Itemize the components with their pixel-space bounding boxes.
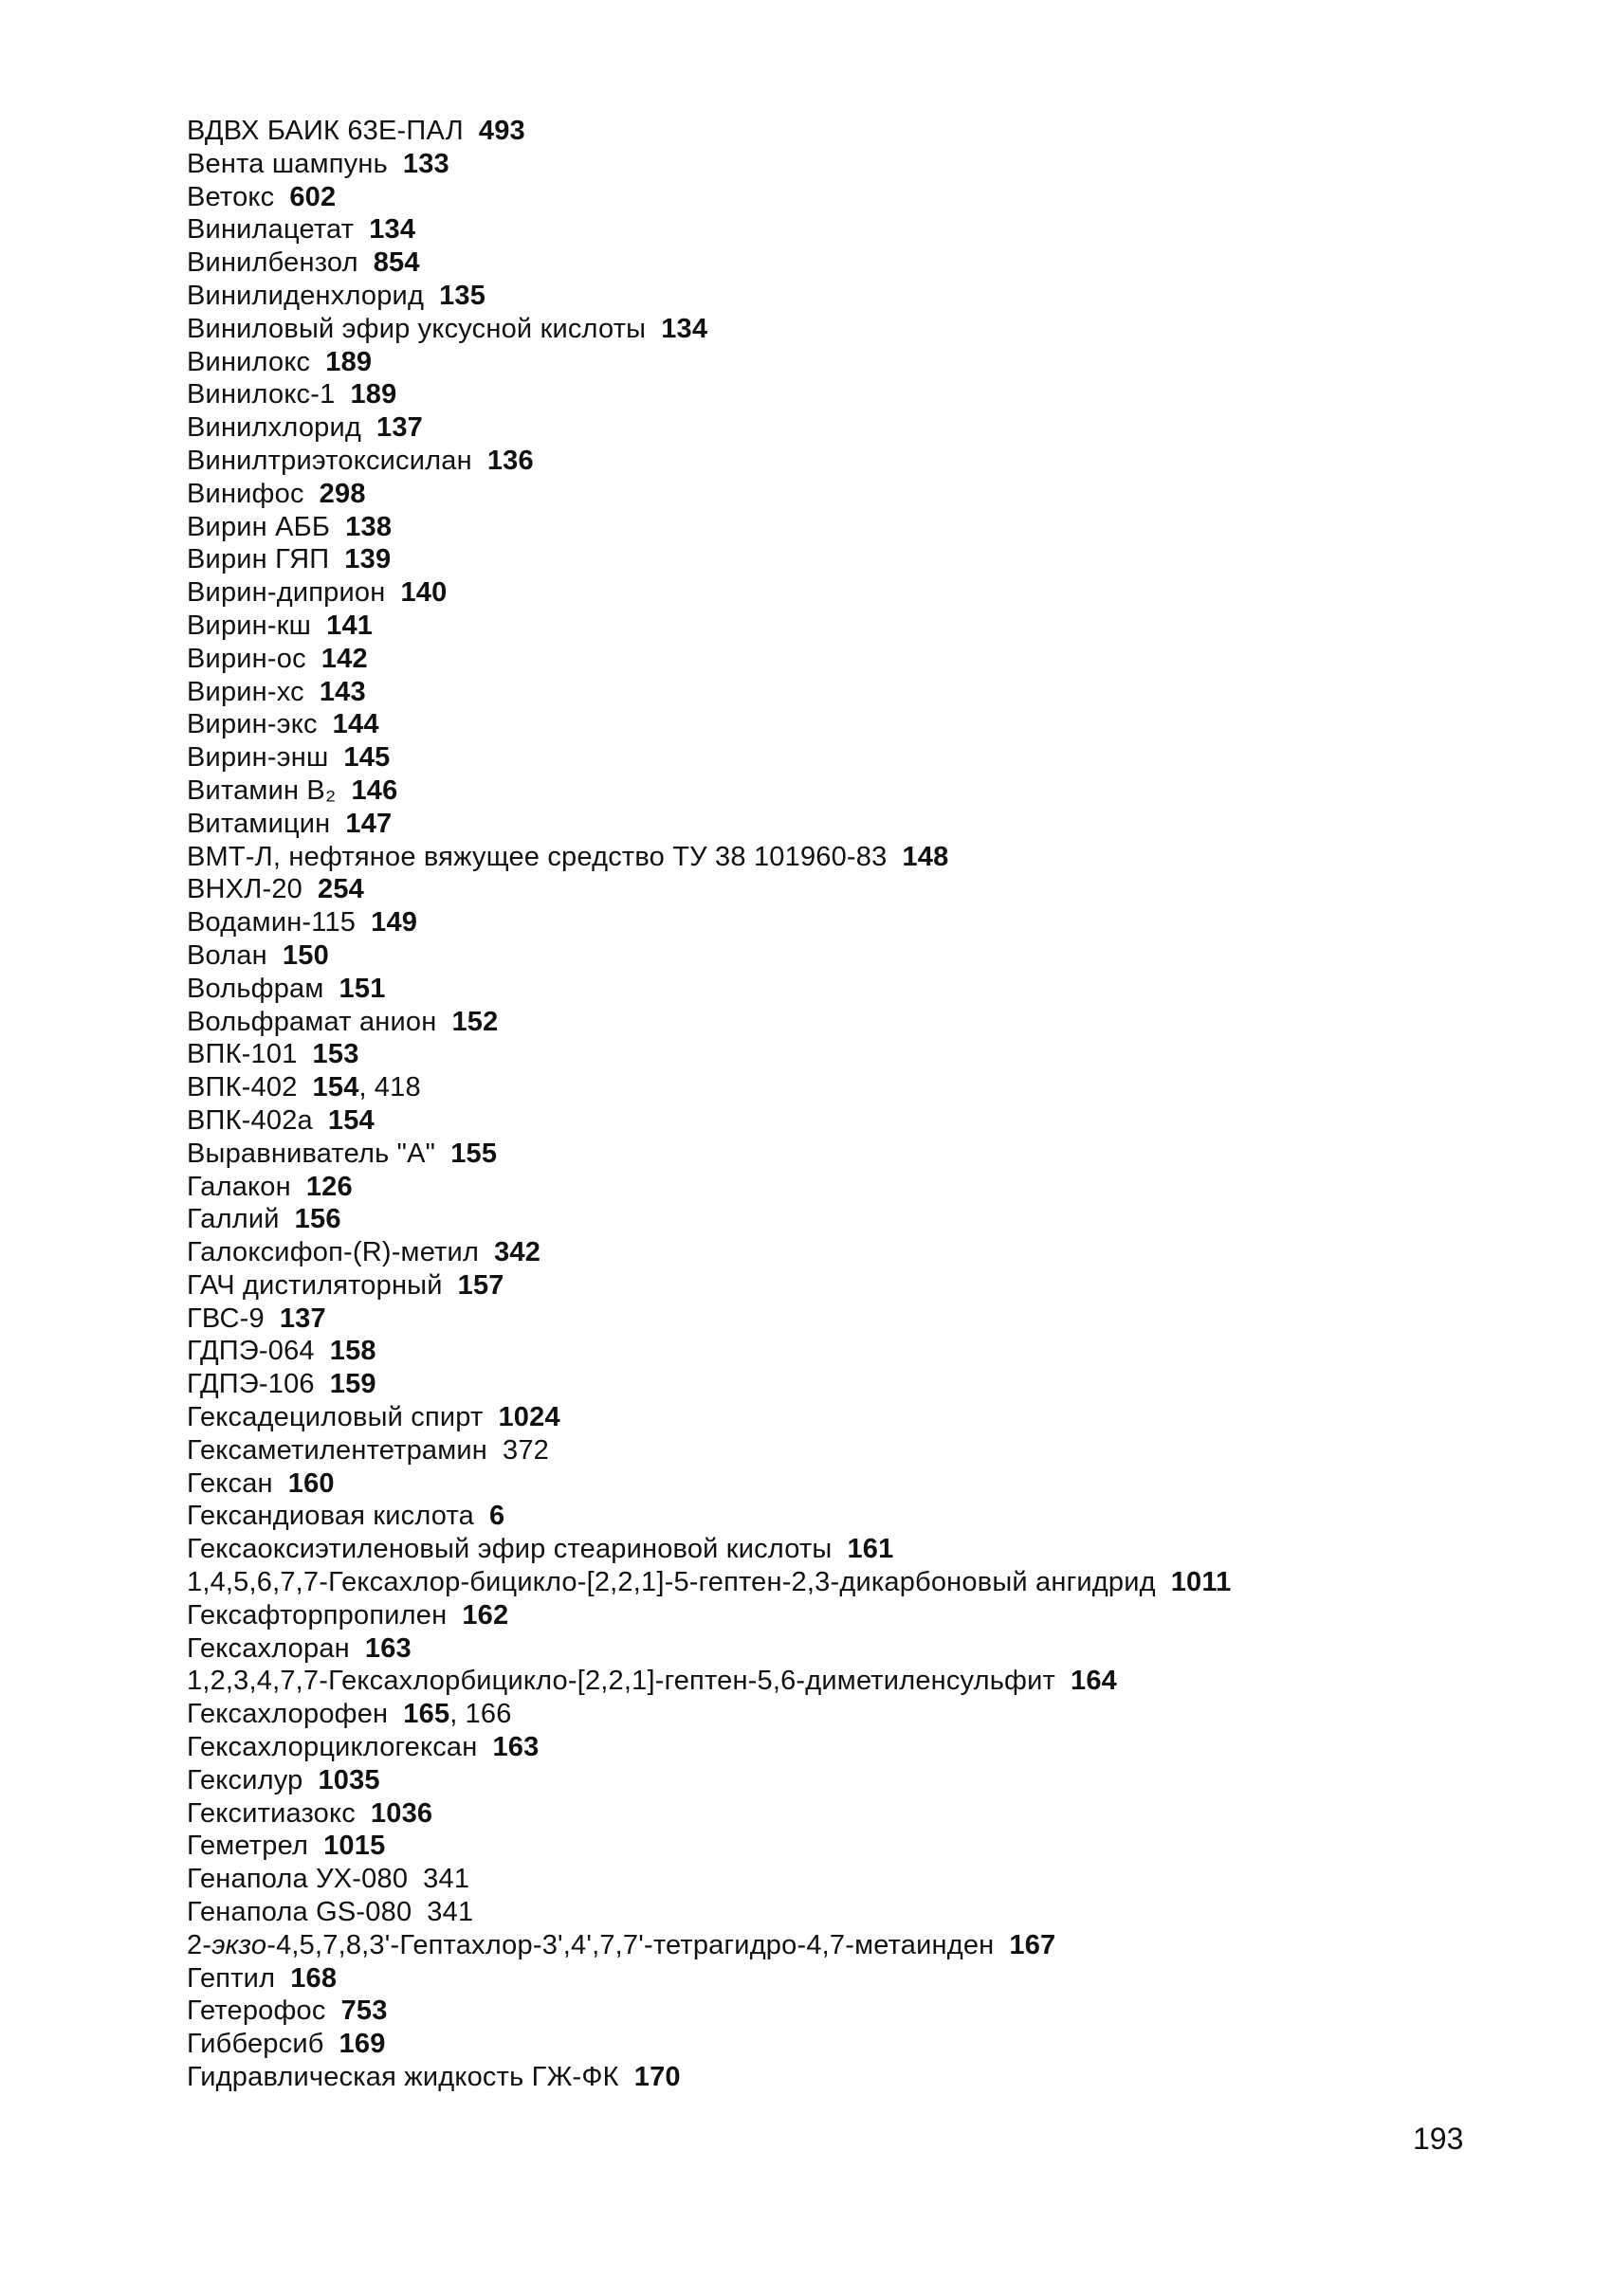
index-term: ВПК-402а	[187, 1104, 313, 1136]
index-term: Винилхлорид	[187, 412, 362, 444]
page-reference: 1035	[318, 1764, 380, 1795]
page-reference: 167	[1009, 1929, 1056, 1960]
page-number: 193	[1413, 2122, 1464, 2156]
index-term: Гексан	[187, 1467, 273, 1499]
index-term: Виниловый эфир уксусной кислоты	[187, 313, 647, 344]
page-reference: 150	[282, 939, 329, 971]
index-term: Гексилур	[187, 1764, 303, 1795]
index-entry	[187, 1896, 1533, 1929]
index-term: 1,4,5,6,7,7-Гексахлор-бицикло-[2,2,1]-5-гептен-2,3-дикарбоновый ангидрид	[187, 1567, 1156, 1598]
index-entry	[187, 873, 1533, 906]
index-term: Гибберсиб	[187, 2029, 324, 2060]
page-reference: 341	[427, 1897, 474, 1928]
page-reference: 165	[403, 1699, 450, 1730]
page-reference: 160	[287, 1467, 335, 1499]
index-term: Винилокс	[187, 346, 311, 377]
page-reference: 158	[329, 1336, 376, 1367]
page-reference: 254	[317, 874, 364, 905]
page-reference: 156	[294, 1204, 341, 1235]
index-term: Гетерофос	[187, 1995, 326, 2027]
index-term: Витамин B₂	[187, 774, 337, 806]
page-reference: 133	[402, 148, 449, 179]
index-term: Вирин ГЯП	[187, 544, 330, 575]
page-reference: 189	[350, 379, 397, 410]
subject-index-list	[187, 115, 1533, 2094]
index-term: Гексахлорциклогексан	[187, 1732, 478, 1763]
index-term: Вирин-хс	[187, 676, 304, 707]
index-entry	[187, 676, 1533, 709]
index-entry	[187, 346, 1533, 379]
page-reference: 137	[279, 1303, 326, 1334]
index-term: ГДПЭ-064	[187, 1336, 315, 1367]
index-term: Гексаметилентетрамин	[187, 1434, 487, 1466]
page-reference: 152	[451, 1006, 499, 1037]
index-entry	[187, 1863, 1533, 1896]
index-entry	[187, 1830, 1533, 1863]
index-term: Гексаоксиэтиленовый эфир стеариновой кислоты	[187, 1534, 833, 1565]
page-reference: 144	[332, 709, 379, 740]
page-reference: 139	[344, 544, 392, 575]
page-reference: 418	[374, 1072, 421, 1103]
index-term: ГВС-9	[187, 1303, 265, 1334]
index-entry	[187, 1566, 1533, 1599]
page-reference: 140	[400, 577, 448, 609]
index-term: ВПК-101	[187, 1039, 298, 1070]
index-entry	[187, 511, 1533, 544]
page-reference: 136	[486, 445, 534, 476]
index-entry	[187, 313, 1533, 346]
index-term: Вольфрамат анион	[187, 1006, 437, 1037]
page-reference: 153	[312, 1039, 359, 1070]
index-entry	[187, 280, 1533, 313]
page-reference: 149	[371, 907, 418, 938]
page-reference: 162	[462, 1599, 509, 1631]
index-entry	[187, 643, 1533, 676]
index-term: Винилтриэтоксисилан	[187, 445, 472, 476]
index-entry	[187, 1303, 1533, 1336]
index-entry	[187, 1368, 1533, 1401]
index-entry	[187, 1632, 1533, 1666]
page-reference: 166	[465, 1699, 512, 1730]
index-term: ВПК-402	[187, 1072, 298, 1103]
index-entry: Гексахлорофен 165, 166	[187, 1699, 512, 1730]
index-term: ВМТ-Л, нефтяное вяжущее средство ТУ 38 101960-83	[187, 841, 888, 872]
page-reference: 170	[633, 2062, 681, 2093]
page-reference: 154	[327, 1104, 375, 1136]
index-term: Винилбензол	[187, 247, 358, 279]
page-reference: 1015	[323, 1831, 386, 1862]
index-entry: ВПК-402 154, 418	[187, 1072, 421, 1103]
page-reference: 157	[457, 1269, 504, 1301]
page-reference: 161	[847, 1534, 894, 1565]
index-entry	[187, 445, 1533, 478]
index-term: Генапола GS-080	[187, 1897, 412, 1928]
index-entry	[187, 1929, 1533, 1962]
index-entry	[187, 1038, 1533, 1071]
page-reference: 6	[488, 1501, 505, 1532]
page-reference: 142	[321, 643, 368, 674]
index-entry	[187, 1731, 1533, 1764]
index-entry	[187, 1533, 1533, 1566]
index-entry	[187, 939, 1533, 973]
page-reference: 854	[373, 247, 420, 279]
page-reference: 143	[319, 676, 366, 707]
index-term: ВНХЛ-20	[187, 874, 302, 905]
page-reference: 163	[492, 1732, 540, 1763]
page-reference: 163	[364, 1632, 412, 1664]
page-reference: 342	[494, 1237, 541, 1268]
index-entry	[187, 1764, 1533, 1797]
page-reference: 135	[439, 280, 486, 311]
page-reference: 602	[289, 181, 337, 212]
index-entry	[187, 181, 1533, 214]
index-entry	[187, 1467, 1533, 1501]
page-reference: 298	[319, 478, 366, 509]
index-entry	[187, 246, 1533, 280]
page-reference: 148	[902, 841, 949, 872]
index-term: Вирин-кш	[187, 610, 312, 641]
index-term: Галлий	[187, 1204, 280, 1235]
index-term: 1,2,3,4,7,7-Гексахлорбицикло-[2,2,1]-гептен-5,6-диметиленсульфит	[187, 1666, 1055, 1697]
index-entry	[187, 1434, 1533, 1467]
index-entry	[187, 1599, 1533, 1632]
index-term: Гександиовая кислота	[187, 1501, 474, 1532]
page-reference: 164	[1071, 1666, 1117, 1697]
page-reference: 1036	[370, 1797, 433, 1829]
index-term: Винилацетат	[187, 214, 355, 246]
page-reference: 146	[351, 774, 398, 806]
index-entry	[187, 148, 1533, 181]
page-reference: 169	[339, 2029, 386, 2060]
index-entry	[187, 1236, 1533, 1269]
index-term: Водамин-115	[187, 907, 357, 938]
index-entry	[187, 576, 1533, 610]
index-entry	[187, 2061, 1533, 2094]
index-entry	[187, 610, 1533, 643]
index-entry	[187, 2028, 1533, 2061]
page-reference: 155	[450, 1138, 498, 1169]
index-term: Гексахлорофен	[187, 1699, 389, 1730]
index-entry	[187, 906, 1533, 939]
page-reference: 126	[305, 1171, 353, 1202]
index-term: Геметрел	[187, 1831, 309, 1862]
page-reference: 159	[329, 1369, 376, 1400]
index-term: Гексадециловый спирт	[187, 1402, 484, 1433]
index-term: Гексахлоран	[187, 1632, 350, 1664]
page-reference: 141	[326, 610, 374, 641]
index-entry	[187, 1962, 1533, 1995]
index-entry	[187, 1269, 1533, 1303]
index-entry	[187, 478, 1533, 511]
index-term: ГДПЭ-106	[187, 1369, 315, 1400]
index-entry	[187, 1500, 1533, 1533]
index-term: Вирин-диприон	[187, 577, 386, 609]
index-entry	[187, 841, 1533, 874]
index-term: Ветокс	[187, 181, 275, 212]
index-entry	[187, 808, 1533, 841]
index-entry	[187, 1104, 1533, 1138]
index-term: Винифос	[187, 478, 304, 509]
page-reference: 493	[478, 116, 525, 146]
index-entry	[187, 213, 1533, 246]
index-term: Вольфрам	[187, 973, 324, 1004]
index-entry	[187, 1203, 1533, 1236]
index-term: Вирин АББ	[187, 511, 331, 542]
index-term: Генапола УХ-080	[187, 1864, 409, 1895]
page-reference: 138	[345, 511, 393, 542]
index-entry	[187, 411, 1533, 445]
index-term: Вирин-экс	[187, 709, 318, 740]
index-entry	[187, 708, 1533, 741]
index-entry	[187, 1138, 1533, 1171]
page-reference: 134	[661, 313, 708, 344]
index-entry	[187, 1335, 1533, 1368]
page-reference: 1024	[498, 1402, 560, 1433]
index-entry	[187, 741, 1533, 774]
page-reference: 154	[312, 1072, 359, 1103]
page-reference: 137	[376, 412, 424, 444]
index-term: Гекситиазокс	[187, 1797, 356, 1829]
page-reference: 189	[325, 346, 373, 377]
index-term: Винилокс-1	[187, 379, 336, 410]
index-term: Винилиденхлорид	[187, 280, 425, 311]
index-term: Вента шампунь	[187, 148, 388, 179]
index-entry	[187, 1797, 1533, 1831]
index-entry	[187, 774, 1533, 808]
index-entry	[187, 1995, 1533, 2028]
index-term: Гексафторпропилен	[187, 1599, 448, 1631]
page-reference: 372	[503, 1434, 549, 1466]
index-term: 2-экзо-4,5,7,8,3'-Гептахлор-3',4',7,7'-тетрагидро-4,7-метаинден	[187, 1929, 995, 1960]
index-term: ГАЧ дистиляторный	[187, 1269, 443, 1301]
index-entry	[187, 115, 1533, 148]
index-term: Галоксифоп-(R)-метил	[187, 1237, 480, 1268]
index-term: Вирин-энш	[187, 742, 329, 774]
page-reference: 341	[423, 1864, 470, 1895]
page-reference: 151	[339, 973, 386, 1004]
index-term: Гептил	[187, 1962, 276, 1994]
page-reference: 168	[290, 1962, 338, 1994]
index-term: Выравниватель "А"	[187, 1138, 436, 1169]
page-reference: 147	[345, 808, 393, 839]
page-reference: 1011	[1170, 1567, 1232, 1598]
index-term: Гидравлическая жидкость ГЖ-ФК	[187, 2062, 619, 2093]
index-term: Витамицин	[187, 808, 331, 839]
index-entry	[187, 1006, 1533, 1039]
page-reference: 145	[343, 742, 391, 774]
index-entry	[187, 543, 1533, 576]
index-entry	[187, 378, 1533, 411]
index-term: Галакон	[187, 1171, 291, 1202]
index-term: ВДВХ БАИК 63Е-ПАЛ	[187, 116, 464, 146]
index-entry	[187, 1171, 1533, 1204]
page-reference: 134	[369, 214, 416, 246]
index-entry	[187, 1665, 1533, 1698]
index-term: Волан	[187, 939, 267, 971]
index-entry	[187, 1401, 1533, 1434]
page-reference: 753	[340, 1995, 388, 2027]
index-term: Вирин-ос	[187, 643, 306, 674]
index-entry	[187, 973, 1533, 1006]
